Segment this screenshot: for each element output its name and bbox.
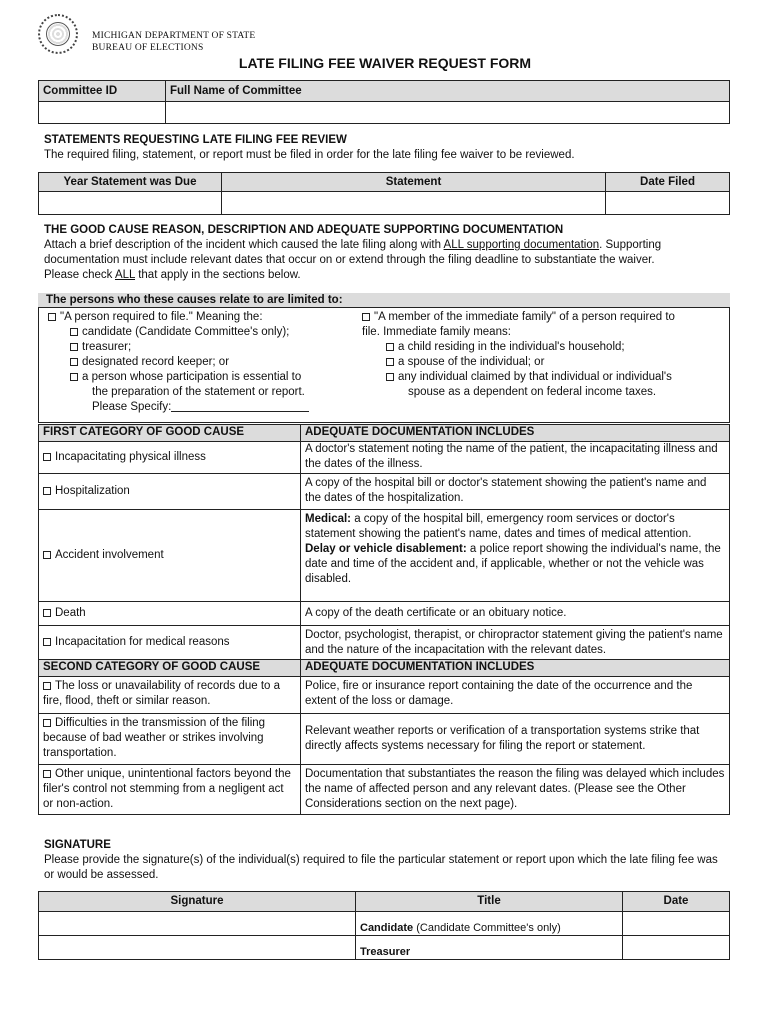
- death-documentation: A copy of the death certificate or an obituary notice.: [301, 602, 730, 626]
- records-loss-checkbox[interactable]: [43, 682, 51, 690]
- specify-field[interactable]: [171, 400, 309, 412]
- first-documentation-header: ADEQUATE DOCUMENTATION INCLUDES: [301, 425, 730, 442]
- other-factors-checkbox[interactable]: [43, 770, 51, 778]
- second-category-header: SECOND CATEGORY OF GOOD CAUSE: [39, 660, 301, 677]
- treasurer-signature-field[interactable]: [39, 936, 356, 960]
- date-header: Date: [623, 892, 730, 912]
- title-header: Title: [356, 892, 623, 912]
- signature-text: Please provide the signature(s) of the individual(s) required to file the particular statement or report upon which the late filing fee was or would be assessed.: [44, 854, 718, 881]
- transmission-documentation: Relevant weather reports or verification of a transportation systems strike that directly affects systems necessary for filing the report or statement.: [301, 714, 730, 765]
- person-required-checkbox[interactable]: [48, 313, 56, 321]
- committee-name-header: Full Name of Committee: [166, 81, 730, 102]
- persons-right-column: "A member of the immediate family" of a person required to file. Immediate family means: a child residing in the individual's household; a spouse of the individual; or any individual claimed by that individual or individual's spouse as a dependent on federal income taxes.: [362, 311, 675, 398]
- year-due-field[interactable]: [39, 192, 222, 215]
- accident-checkbox[interactable]: [43, 551, 51, 559]
- agency-name: MICHIGAN DEPARTMENT OF STATE BUREAU OF ELECTIONS: [92, 31, 256, 53]
- candidate-signature-field[interactable]: [39, 912, 356, 936]
- hospitalization-checkbox[interactable]: [43, 487, 51, 495]
- good-cause-instructions: Attach a brief description of the incident which caused the late filing along with ALL supporting documentation. Supporting documentation must include relevant dates that occur on or extend through the filing deadline to substantiate the waiver. Please check ALL that apply in the sections below.: [44, 239, 662, 281]
- committee-name-field[interactable]: [166, 102, 730, 124]
- signature-header: Signature: [39, 892, 356, 912]
- treasurer-date-field[interactable]: [623, 936, 730, 960]
- second-documentation-header: ADEQUATE DOCUMENTATION INCLUDES: [301, 660, 730, 677]
- accident-documentation: Medical: a copy of the hospital bill, emergency room services or doctor's statement showing the patient's name, dates and times of medical attention. Delay or vehicle disablement: a police report showing the individual's name, the date and time of the accident and, if applicable, whether or not the vehicle was disabled.: [301, 510, 730, 602]
- medical-incapacitation-documentation: Doctor, psychologist, therapist, or chiropractor statement giving the patient's name and the nature of the incapacitation with the relevant dates.: [301, 626, 730, 660]
- treasurer-checkbox[interactable]: [70, 343, 78, 351]
- dependent-checkbox[interactable]: [386, 373, 394, 381]
- good-cause-table: FIRST CATEGORY OF GOOD CAUSE ADEQUATE DOCUMENTATION INCLUDES Incapacitating physical illness A doctor's statement noting the name of the patient, the incapacitating illness and the dates of the illness. Hospitalization A copy of the hospital bill or doctor's statement showing the patient's name and the dates of the hospitalization. Accident involvement Medical: a copy of the hospital bill, emergency room services or doctor's statement showing the patient's name, dates and times of medical attention. Delay or vehicle disablement: a police report showing the individual's name, the date and time of the accident and, if applicable, whether or not the vehicle was disabled. Death A copy of the death certificate or an obituary notice. Incapacitation for medical reasons Doctor, psychologist, therapist, or chiropractor statement giving the patient's name and the nature of the incapacitation with the relevant dates. SECOND CATEGORY OF GOOD CAUSE ADEQUATE DOCUMENTATION INCLUDES The loss or unavailability of records due to a fire, flood, theft or similar reason. Police, fire or insurance report containing the date of the occurrence and the extent of the loss or damage. Difficulties in the transmission of the filing because of bad weather or strikes involving transportation. Relevant weather reports or verification of a transportation systems strike that directly affects systems necessary for filing the report or statement. Other unique, unintentional factors beyond the filer's control not stemming from a negligent act or non-action. Documentation that substantiates the reason the filing was delayed which includes the name of affected person and any relevant dates. (Please see the Other Considerations section on the next page).: [38, 424, 730, 815]
- form-title: LATE FILING FEE WAIVER REQUEST FORM: [238, 55, 532, 71]
- good-cause-heading: THE GOOD CAUSE REASON, DESCRIPTION AND ADEQUATE SUPPORTING DOCUMENTATION: [44, 224, 564, 236]
- date-filed-header: Date Filed: [606, 173, 730, 192]
- signature-heading: SIGNATURE: [44, 839, 111, 851]
- statement-field[interactable]: [222, 192, 606, 215]
- illness-checkbox[interactable]: [43, 453, 51, 461]
- record-keeper-checkbox[interactable]: [70, 358, 78, 366]
- signature-table: [38, 891, 730, 960]
- records-loss-documentation: Police, fire or insurance report containing the date of the occurrence and the extent of the loss or damage.: [301, 677, 730, 714]
- candidate-title: Candidate (Candidate Committee's only): [356, 912, 623, 936]
- year-due-header: Year Statement was Due: [39, 173, 222, 192]
- first-category-header: FIRST CATEGORY OF GOOD CAUSE: [39, 425, 301, 442]
- illness-documentation: A doctor's statement noting the name of the patient, the incapacitating illness and the dates of the illness.: [301, 442, 730, 474]
- committee-id-header: Committee ID: [39, 81, 166, 102]
- committee-table: [38, 80, 730, 124]
- hospitalization-documentation: A copy of the hospital bill or doctor's statement showing the patient's name and the dates of the hospitalization.: [301, 474, 730, 510]
- candidate-date-field[interactable]: [623, 912, 730, 936]
- spouse-checkbox[interactable]: [386, 358, 394, 366]
- death-checkbox[interactable]: [43, 609, 51, 617]
- treasurer-title: Treasurer: [356, 936, 623, 960]
- persons-heading: The persons who these causes relate to are limited to:: [38, 293, 730, 308]
- committee-id-field[interactable]: [39, 102, 166, 124]
- immediate-family-checkbox[interactable]: [362, 313, 370, 321]
- statements-heading: STATEMENTS REQUESTING LATE FILING FEE REVIEW: [44, 134, 347, 146]
- essential-person-checkbox[interactable]: [70, 373, 78, 381]
- medical-incapacitation-checkbox[interactable]: [43, 638, 51, 646]
- statements-text: The required filing, statement, or report must be filed in order for the late filing fee waiver to be reviewed.: [44, 149, 575, 161]
- persons-left-column: "A person required to file." Meaning the: candidate (Candidate Committee's only); treasurer; designated record keeper; or a person whose participation is essential to the preparation of the statement or report. Please Specify:: [48, 310, 309, 415]
- statements-table: [38, 172, 730, 215]
- date-filed-field[interactable]: [606, 192, 730, 215]
- other-factors-documentation: Documentation that substantiates the reason the filing was delayed which includes the name of affected person and any relevant dates. (Please see the Other Considerations section on the next page).: [301, 765, 730, 815]
- candidate-checkbox[interactable]: [70, 328, 78, 336]
- statement-header: Statement: [222, 173, 606, 192]
- state-seal: [38, 14, 78, 54]
- transmission-checkbox[interactable]: [43, 719, 51, 727]
- child-checkbox[interactable]: [386, 343, 394, 351]
